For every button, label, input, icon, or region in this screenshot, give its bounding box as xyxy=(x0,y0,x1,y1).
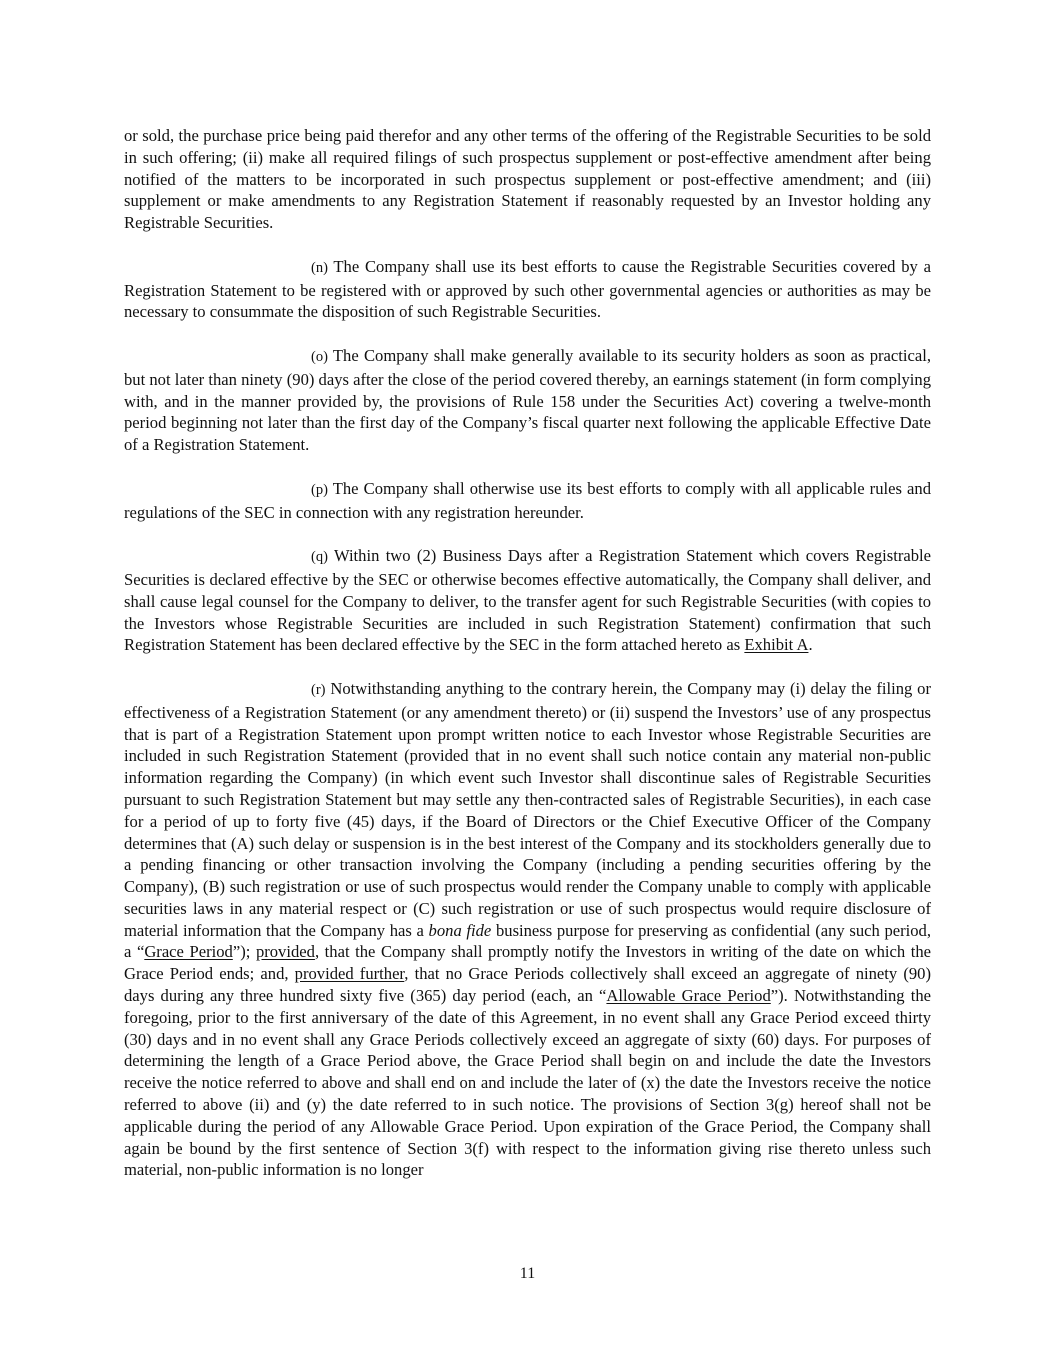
defined-term-allowable-grace-period: Allowable Grace Period xyxy=(606,986,771,1006)
paragraph-continued: or sold, the purchase price being paid therefor and any other terms of the offering of the Registrable Securities to be sold in such offering; (ii) make all required filings of such prospectus supplement or post-effective amendment after being notified of the matters to be incorporated in such prospectus supplement or post-effective amendment; and (iii) supplement or make amendments to any Registration Statement if reasonably requested by an Investor holding any Registrable Securities. xyxy=(124,126,931,233)
defined-term-provided-further: provided further xyxy=(294,964,405,984)
defined-term-provided: provided xyxy=(255,942,315,962)
paragraph-text: The Company shall make generally available to its security holders as soon as practical, but not later than ninety (90) days after the close of the period covered thereby, an earnings statement (in form complying with, and in the manner provided by, the provisions of Rule 158 under the Securities Act) covering a twelve-month period beginning not later than the first day of the Company’s fiscal quarter next following the applicable Effective Date of a Registration Statement. xyxy=(124,345,931,455)
paragraph-text: , that the Company shall promptly notify the Investors in writing of the date on which the Grace Period ends; and, xyxy=(124,942,931,984)
paragraph-label: (q) xyxy=(311,549,328,566)
paragraph-q xyxy=(124,545,931,656)
paragraph-text: Notwithstanding anything to the contrary herein, the Company may (i) delay the filing or effectiveness of a Registration Statement (or any amendment thereto) or (ii) suspend the Investors’ use of any prospectus that is part of a Registration Statement upon prompt written notice to each Investor whose Registrable Securities are included in such Registration Statement (provided that in no event shall such notice contain any material non-public information regarding the Company) (in which event such Investor shall discontinue sales of Registrable Securities pursuant to such Registration Statement but may settle any then-contracted sales of Registrable Securities), in each case for a period of up to forty five (45) days, if the Board of Directors or the Chief Executive Officer of the Company determines that (A) such delay or suspension is in the best interest of the Company and its stockholders generally due to a pending financing or other transaction involving the Company (including a pending securities offering by the Company), (B) such registration or use of such prospectus would render the Company unable to comply with applicable securities laws in any material respect or (C) such registration or use of such prospectus would require disclosure of material information that the Company has a xyxy=(124,678,931,940)
defined-term-grace-period: Grace Period xyxy=(144,942,233,962)
document-body xyxy=(124,125,931,1203)
exhibit-a-reference: Exhibit A xyxy=(744,635,809,655)
paragraph-text: The Company shall otherwise use its best efforts to comply with all applicable rules and regulations of the SEC in connection with any registration hereunder. xyxy=(124,478,931,522)
paragraph-text: . xyxy=(808,635,813,655)
paragraph-text: The Company shall use its best efforts to cause the Registrable Securities covered by a Registration Statement to be registered with or approved by such other governmental agencies or authorities as may be necessary to consummate the disposition of such Registrable Securities. xyxy=(124,256,931,322)
paragraph-p xyxy=(124,478,931,524)
paragraph-o xyxy=(124,345,931,456)
paragraph-text: , that no Grace Periods collectively shall exceed an aggregate of ninety (90) days during any three hundred sixty five (365) day period (each, an “ xyxy=(124,964,931,1006)
paragraph-label: (n) xyxy=(311,259,328,276)
paragraph-text: ”); xyxy=(232,942,251,962)
page-number: 11 xyxy=(519,1265,536,1282)
paragraph-r xyxy=(124,678,931,1181)
paragraph-label: (o) xyxy=(311,348,328,365)
italic-term: bona fide xyxy=(428,920,492,940)
paragraph-label: (r) xyxy=(311,681,326,698)
paragraph-text: business purpose for preserving as confidential (any such period, a “ xyxy=(124,920,931,962)
paragraph-text: ”). Notwithstanding the foregoing, prior to the first anniversary of the date of this Agreement, in no event shall any Grace Period exceed thirty (30) days and in no event shall any Grace Periods collectively exceed an aggregate of sixty (60) days. For purposes of determining the length of a Grace Period above, the Grace Period shall begin on and include the date the Investors receive the notice referred to above and shall end on and include the later of (x) the date the Investors receive the notice referred to above (ii) and (y) the date referred to in such notice. The provisions of Section 3(g) hereof shall not be applicable during the period of any Allowable Grace Period. Upon expiration of the Grace Period, the Company shall again be bound by the first sentence of Section 3(f) with respect to the information giving rise thereto unless such material, non-public information is no longer xyxy=(124,986,931,1180)
paragraph-text: Within two (2) Business Days after a Registration Statement which covers Registrable Securities is declared effective by the SEC or otherwise becomes effective automatically, the Company shall deliver, and shall cause legal counsel for the Company to deliver, to the transfer agent for such Registrable Securities (with copies to the Investors whose Registrable Securities are included in such Registration Statement) confirmation that such Registration Statement has been declared effective by the SEC in the form attached hereto as xyxy=(124,546,931,655)
paragraph-label: (p) xyxy=(311,481,328,498)
paragraph-n xyxy=(124,256,931,323)
